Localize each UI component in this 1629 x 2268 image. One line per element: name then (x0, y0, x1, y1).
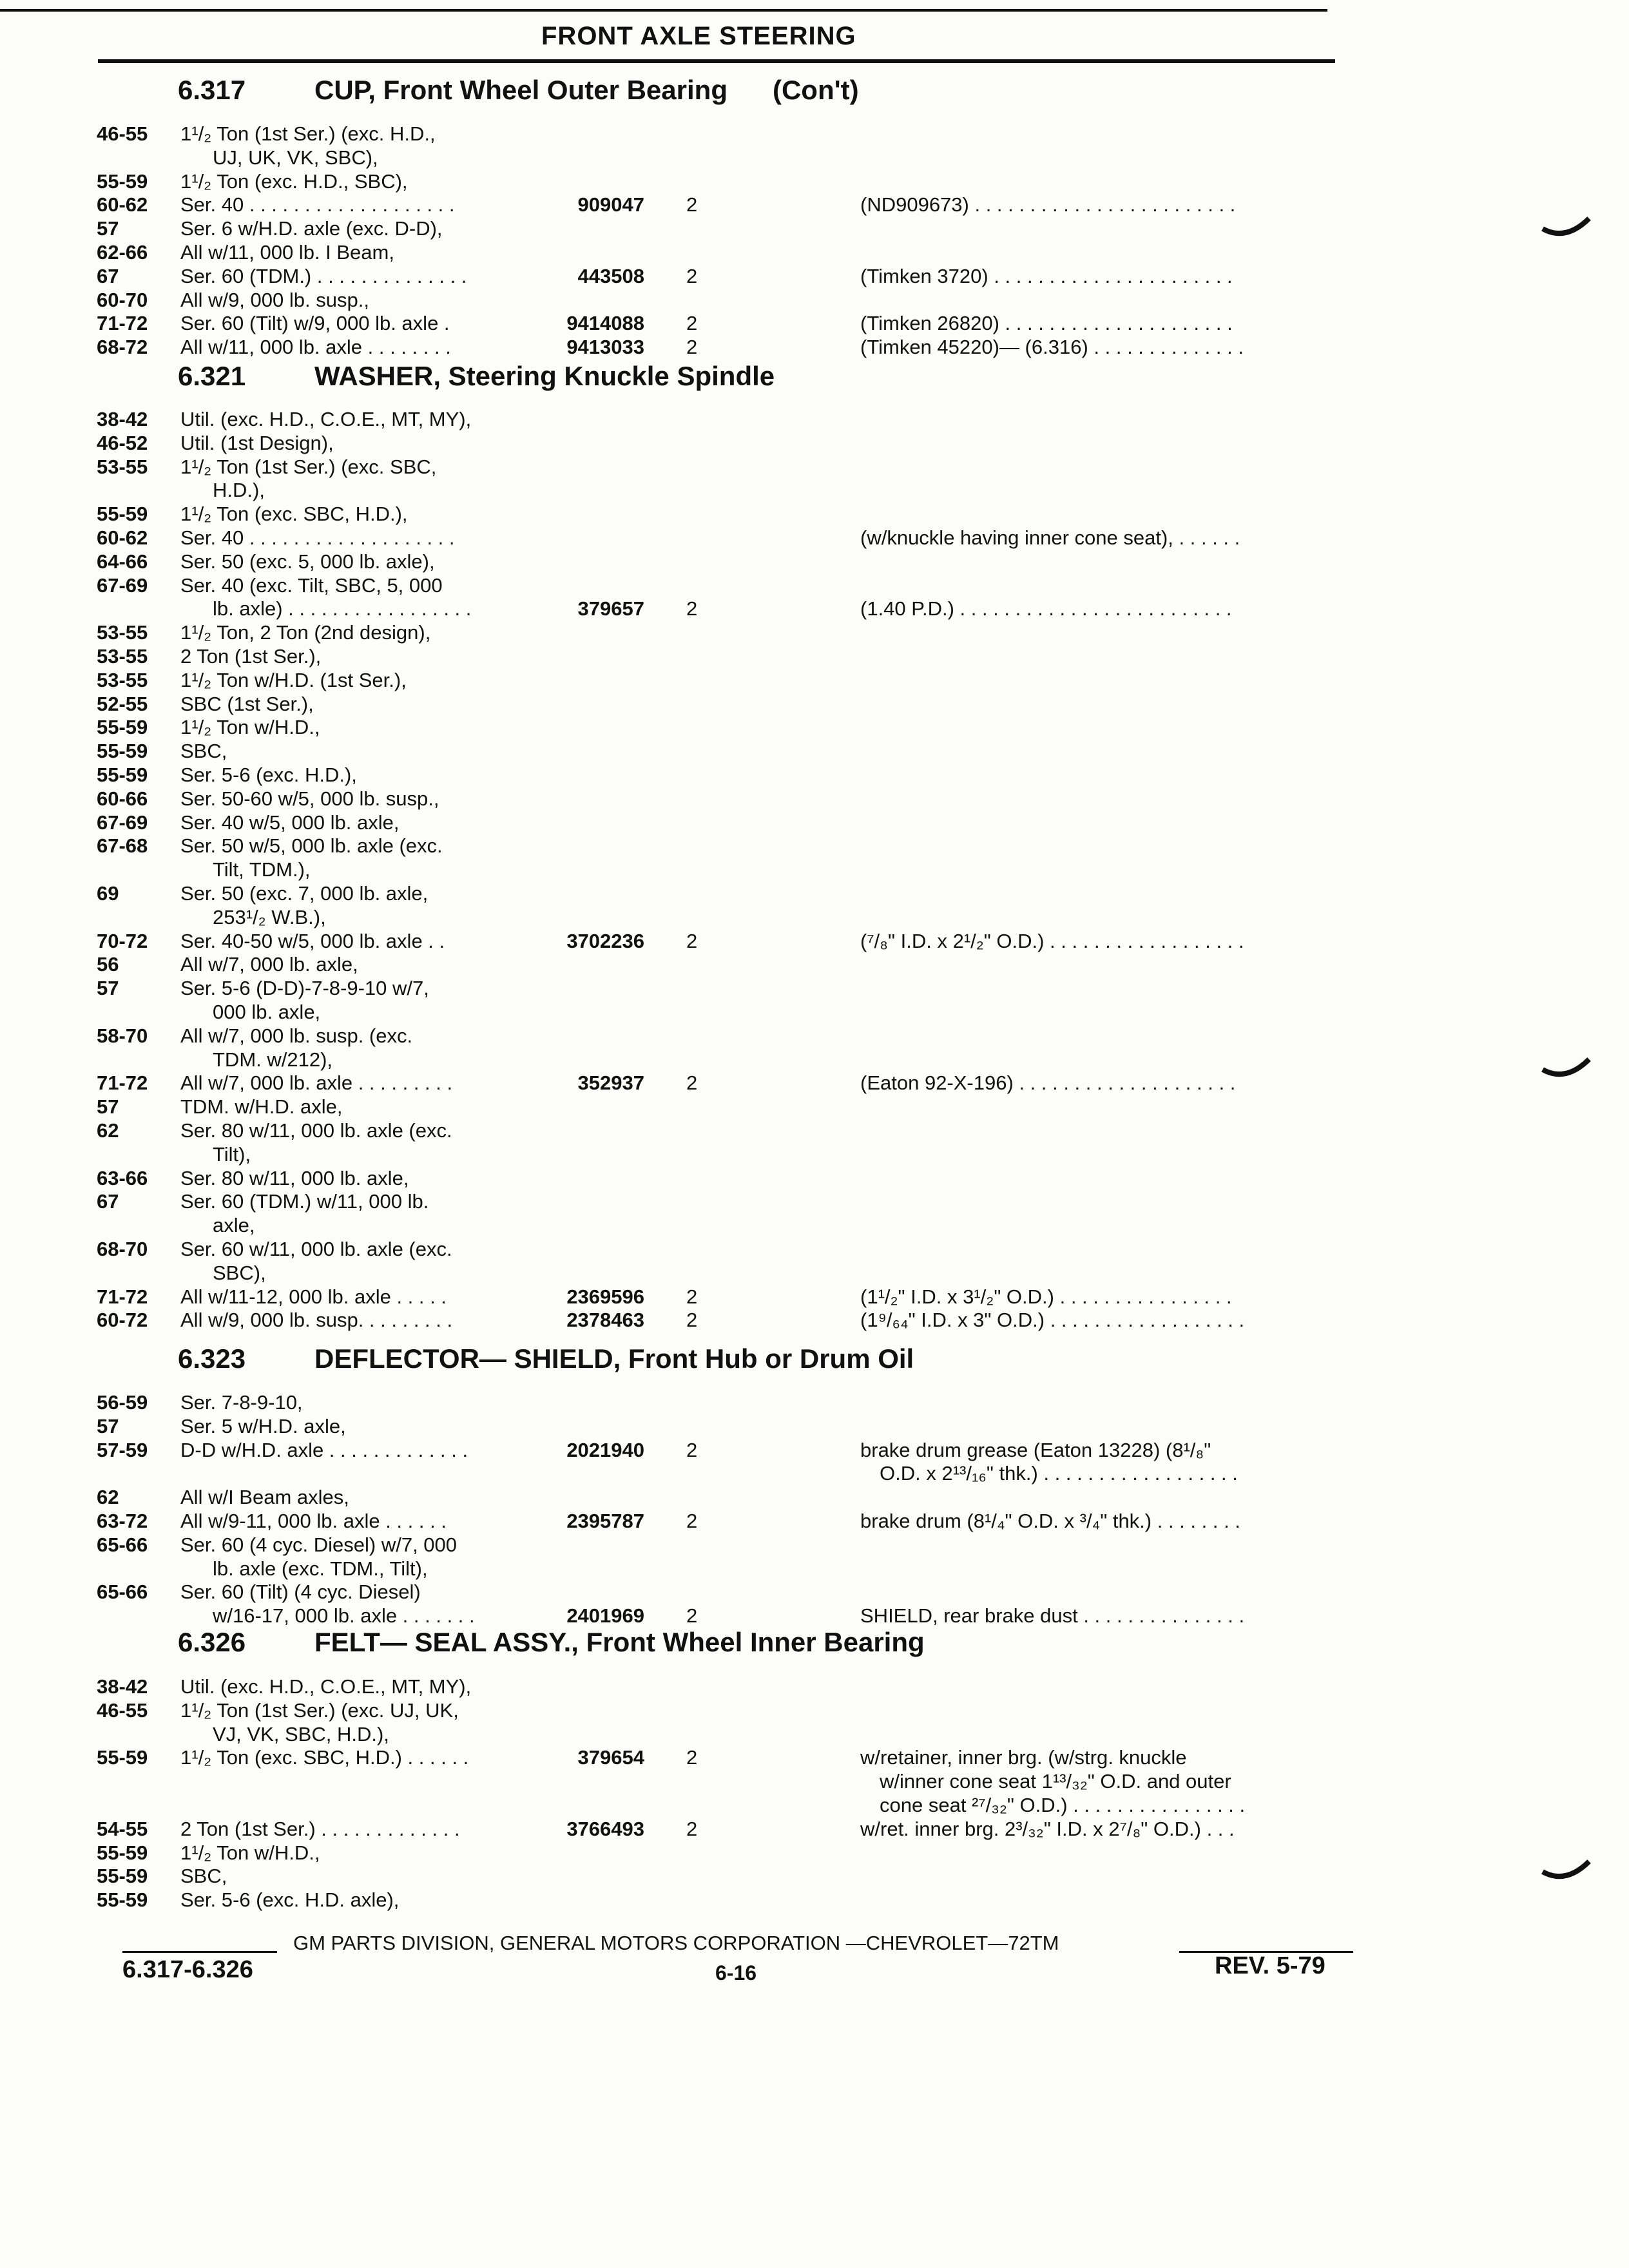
model-years: 57 (97, 1415, 119, 1437)
model-years: 58-70 (97, 1024, 148, 1047)
application: All w/11, 000 lb. I Beam, (180, 241, 394, 264)
model-years: 57 (97, 1095, 119, 1118)
quantity: 2 (686, 930, 698, 952)
part-note: cone seat ²⁷/₃₂" O.D.) . . . . . . . . . . . . . . . . (880, 1794, 1246, 1816)
application: All w/9, 000 lb. susp. . . . . . . . . (180, 1309, 453, 1331)
model-years: 56 (97, 953, 119, 975)
part-number: 443508 (577, 265, 644, 287)
part-note: (w/knuckle having inner cone seat), . . . . . . (860, 526, 1240, 549)
model-years: 70-72 (97, 930, 148, 952)
model-years: 71-72 (97, 312, 148, 334)
part-note: (Timken 26820) . . . . . . . . . . . . . . . . . . . . . (860, 312, 1233, 334)
application: Ser. 5-6 (exc. H.D.), (180, 764, 357, 786)
model-years: 67 (97, 265, 119, 287)
application: Ser. 50-60 w/5, 000 lb. susp., (180, 787, 439, 810)
quantity: 2 (686, 597, 698, 620)
application: SBC), (213, 1262, 266, 1284)
section-heading (178, 1627, 925, 1658)
model-years: 63-66 (97, 1167, 148, 1189)
part-note: (Eaton 92-X-196) . . . . . . . . . . . . . . . . . . . . (860, 1072, 1236, 1094)
application: axle, (213, 1214, 255, 1236)
application: Tilt, TDM.), (213, 858, 311, 881)
application: 2 Ton (1st Ser.), (180, 645, 322, 668)
application: 1¹/₂ Ton (1st Ser.) (exc. SBC, (180, 456, 437, 478)
section-title: DEFLECTOR— SHIELD, Front Hub or Drum Oil (314, 1343, 914, 1374)
section-title: FELT— SEAL ASSY., Front Wheel Inner Bearing (314, 1627, 925, 1657)
application: Util. (1st Design), (180, 432, 334, 454)
application: All w/9-11, 000 lb. axle . . . . . . (180, 1510, 447, 1532)
footer-publisher: GM PARTS DIVISION, GENERAL MOTORS CORPORATION —CHEVROLET—72TM (293, 1932, 1059, 1954)
section-heading (178, 1343, 914, 1374)
application: 1¹/₂ Ton w/H.D. (1st Ser.), (180, 669, 407, 691)
model-years: 55-59 (97, 740, 148, 762)
quantity: 2 (686, 193, 698, 216)
application: All w/I Beam axles, (180, 1486, 349, 1508)
application: Ser. 60 (TDM.) w/11, 000 lb. (180, 1190, 429, 1213)
model-years: 60-62 (97, 526, 148, 549)
section-number: 6.326 (178, 1627, 246, 1657)
model-years: 55-59 (97, 1746, 148, 1769)
application: All w/7, 000 lb. axle . . . . . . . . . (180, 1072, 453, 1094)
application: Ser. 5 w/H.D. axle, (180, 1415, 346, 1437)
part-note: (Timken 3720) . . . . . . . . . . . . . . . . . . . . . . (860, 265, 1233, 287)
footer-page-number: 6-16 (715, 1961, 757, 1984)
section-heading (178, 75, 859, 106)
part-number: 909047 (577, 193, 644, 216)
quantity: 2 (686, 1285, 698, 1308)
application: lb. axle) . . . . . . . . . . . . . . . . . (213, 597, 472, 620)
application: Ser. 60 (Tilt) w/9, 000 lb. axle . (180, 312, 450, 334)
application: D-D w/H.D. axle . . . . . . . . . . . . . (180, 1439, 468, 1461)
part-number: 3766493 (566, 1818, 644, 1840)
application: Ser. 60 (4 cyc. Diesel) w/7, 000 (180, 1533, 458, 1556)
quantity: 2 (686, 1746, 698, 1769)
quantity: 2 (686, 1439, 698, 1461)
model-years: 71-72 (97, 1072, 148, 1094)
part-note: SHIELD, rear brake dust . . . . . . . . . . . . . . . (860, 1604, 1245, 1627)
application: Ser. 50 (exc. 7, 000 lb. axle, (180, 882, 429, 905)
model-years: 53-55 (97, 645, 148, 668)
section-number: 6.321 (178, 361, 246, 391)
application: H.D.), (213, 479, 265, 501)
part-note: w/inner cone seat 1¹³/₃₂" O.D. and outer (880, 1770, 1231, 1792)
model-years: 60-66 (97, 787, 148, 810)
application: SBC (1st Ser.), (180, 693, 314, 715)
application: 1¹/₂ Ton (exc. SBC, H.D.) . . . . . . (180, 1746, 469, 1769)
model-years: 69 (97, 882, 119, 905)
part-note: (1.40 P.D.) . . . . . . . . . . . . . . . . . . . . . . . . . (860, 597, 1232, 620)
model-years: 62 (97, 1119, 119, 1142)
application: 1¹/₂ Ton w/H.D., (180, 716, 320, 738)
top-border-line (0, 9, 1327, 12)
section-heading (178, 361, 775, 392)
section-title: CUP, Front Wheel Outer Bearing (314, 75, 728, 105)
footer-revision: REV. 5-79 (1215, 1952, 1325, 1979)
model-years: 53-55 (97, 669, 148, 691)
page-header: FRONT AXLE STEERING (541, 22, 856, 50)
model-years: 60-70 (97, 289, 148, 311)
binder-hole-mark (1540, 1859, 1592, 1885)
part-note: (1⁹/₆₄" I.D. x 3" O.D.) . . . . . . . . . . . . . . . . . . (860, 1309, 1245, 1331)
section-number: 6.323 (178, 1343, 246, 1374)
model-years: 53-55 (97, 621, 148, 644)
part-note: w/ret. inner brg. 2³/₃₂" I.D. x 2⁷/₈" O.D.) . . . (860, 1818, 1235, 1840)
section-title: WASHER, Steering Knuckle Spindle (314, 361, 775, 391)
application: w/16-17, 000 lb. axle . . . . . . . (213, 1604, 475, 1627)
application: Ser. 60 w/11, 000 lb. axle (exc. (180, 1238, 452, 1260)
part-note: (⁷/₈" I.D. x 2¹/₂" O.D.) . . . . . . . . . . . . . . . . . . (860, 930, 1244, 952)
model-years: 55-59 (97, 716, 148, 738)
model-years: 57 (97, 217, 119, 240)
quantity: 2 (686, 1604, 698, 1627)
application: 1¹/₂ Ton w/H.D., (180, 1841, 320, 1864)
model-years: 46-55 (97, 1699, 148, 1722)
part-number: 9413033 (566, 336, 644, 358)
part-number: 2395787 (566, 1510, 644, 1532)
application: Ser. 5-6 (exc. H.D. axle), (180, 1888, 400, 1911)
model-years: 62 (97, 1486, 119, 1508)
application: All w/11, 000 lb. axle . . . . . . . . (180, 336, 451, 358)
quantity: 2 (686, 336, 698, 358)
binder-hole-mark (1540, 1057, 1592, 1082)
application: Ser. 6 w/H.D. axle (exc. D-D), (180, 217, 443, 240)
part-note: brake drum (8¹/₄" O.D. x ³/₄" thk.) . . . . . . . . (860, 1510, 1240, 1532)
application: Ser. 7-8-9-10, (180, 1391, 303, 1414)
application: UJ, UK, VK, SBC), (213, 146, 378, 169)
application: Tilt), (213, 1143, 251, 1166)
application: 1¹/₂ Ton, 2 Ton (2nd design), (180, 621, 431, 644)
model-years: 38-42 (97, 408, 148, 430)
quantity: 2 (686, 1309, 698, 1331)
part-note: brake drum grease (Eaton 13228) (8¹/₈" (860, 1439, 1211, 1461)
application: Ser. 40 . . . . . . . . . . . . . . . . . . . (180, 193, 455, 216)
application: Ser. 60 (TDM.) . . . . . . . . . . . . . . (180, 265, 467, 287)
part-number: 2021940 (566, 1439, 644, 1461)
model-years: 60-72 (97, 1309, 148, 1331)
application: lb. axle (exc. TDM., Tilt), (213, 1557, 428, 1580)
model-years: 55-59 (97, 764, 148, 786)
quantity: 2 (686, 312, 698, 334)
section-number: 6.317 (178, 75, 246, 105)
footer-rule-left (122, 1951, 277, 1953)
model-years: 68-72 (97, 336, 148, 358)
model-years: 57-59 (97, 1439, 148, 1461)
model-years: 55-59 (97, 170, 148, 193)
application: Ser. 5-6 (D-D)-7-8-9-10 w/7, (180, 977, 429, 999)
application: Ser. 60 (Tilt) (4 cyc. Diesel) (180, 1581, 421, 1603)
application: Ser. 80 w/11, 000 lb. axle (exc. (180, 1119, 452, 1142)
application: 000 lb. axle, (213, 1001, 321, 1023)
quantity: 2 (686, 1072, 698, 1094)
model-years: 56-59 (97, 1391, 148, 1414)
application: 1¹/₂ Ton (exc. H.D., SBC), (180, 170, 408, 193)
quantity: 2 (686, 265, 698, 287)
application: 2 Ton (1st Ser.) . . . . . . . . . . . . . (180, 1818, 460, 1840)
quantity: 2 (686, 1510, 698, 1532)
application: Ser. 50 (exc. 5, 000 lb. axle), (180, 550, 435, 573)
quantity: 2 (686, 1818, 698, 1840)
application: Util. (exc. H.D., C.O.E., MT, MY), (180, 408, 472, 430)
part-note: (ND909673) . . . . . . . . . . . . . . . . . . . . . . . . (860, 193, 1236, 216)
application: Ser. 80 w/11, 000 lb. axle, (180, 1167, 409, 1189)
application: TDM. w/H.D. axle, (180, 1095, 343, 1118)
part-number: 3702236 (566, 930, 644, 952)
part-note: (1¹/₂" I.D. x 3¹/₂" O.D.) . . . . . . . . . . . . . . . . (860, 1285, 1232, 1308)
application: SBC, (180, 1865, 227, 1887)
model-years: 68-70 (97, 1238, 148, 1260)
model-years: 71-72 (97, 1285, 148, 1308)
application: 1¹/₂ Ton (exc. SBC, H.D.), (180, 503, 408, 525)
application: 1¹/₂ Ton (1st Ser.) (exc. H.D., (180, 122, 436, 145)
application: Ser. 40-50 w/5, 000 lb. axle . . (180, 930, 445, 952)
part-number: 379657 (577, 597, 644, 620)
application: TDM. w/212), (213, 1048, 333, 1071)
model-years: 64-66 (97, 550, 148, 573)
model-years: 53-55 (97, 456, 148, 478)
model-years: 55-59 (97, 1888, 148, 1911)
model-years: 55-59 (97, 503, 148, 525)
model-years: 46-52 (97, 432, 148, 454)
part-number: 379654 (577, 1746, 644, 1769)
application: All w/9, 000 lb. susp., (180, 289, 369, 311)
application: 253¹/₂ W.B.), (213, 906, 326, 928)
part-number: 2401969 (566, 1604, 644, 1627)
part-note: (Timken 45220)— (6.316) . . . . . . . . . . . . . . (860, 336, 1244, 358)
application: Util. (exc. H.D., C.O.E., MT, MY), (180, 1675, 472, 1698)
application: Ser. 40 (exc. Tilt, SBC, 5, 000 (180, 574, 443, 597)
model-years: 63-72 (97, 1510, 148, 1532)
section-continued-label: (Con't) (772, 75, 859, 105)
application: 1¹/₂ Ton (1st Ser.) (exc. UJ, UK, (180, 1699, 459, 1722)
model-years: 60-62 (97, 193, 148, 216)
application: All w/7, 000 lb. axle, (180, 953, 358, 975)
model-years: 55-59 (97, 1865, 148, 1887)
application: Ser. 40 w/5, 000 lb. axle, (180, 811, 400, 834)
part-note: O.D. x 2¹³/₁₆" thk.) . . . . . . . . . . . . . . . . . . (880, 1462, 1238, 1485)
header-rule (98, 59, 1335, 63)
model-years: 67-69 (97, 574, 148, 597)
application: Ser. 50 w/5, 000 lb. axle (exc. (180, 834, 443, 857)
application: VJ, VK, SBC, H.D.), (213, 1723, 389, 1745)
model-years: 57 (97, 977, 119, 999)
application: Ser. 40 . . . . . . . . . . . . . . . . . . . (180, 526, 455, 549)
model-years: 67-68 (97, 834, 148, 857)
part-note: w/retainer, inner brg. (w/strg. knuckle (860, 1746, 1187, 1769)
part-number: 9414088 (566, 312, 644, 334)
model-years: 67-69 (97, 811, 148, 834)
model-years: 65-66 (97, 1581, 148, 1603)
footer-section-range: 6.317-6.326 (122, 1956, 253, 1983)
part-number: 2369596 (566, 1285, 644, 1308)
model-years: 38-42 (97, 1675, 148, 1698)
application: All w/7, 000 lb. susp. (exc. (180, 1024, 413, 1047)
application: SBC, (180, 740, 227, 762)
binder-hole-mark (1540, 216, 1592, 242)
model-years: 55-59 (97, 1841, 148, 1864)
model-years: 62-66 (97, 241, 148, 264)
model-years: 67 (97, 1190, 119, 1213)
model-years: 65-66 (97, 1533, 148, 1556)
model-years: 46-55 (97, 122, 148, 145)
model-years: 54-55 (97, 1818, 148, 1840)
part-number: 2378463 (566, 1309, 644, 1331)
part-number: 352937 (577, 1072, 644, 1094)
application: All w/11-12, 000 lb. axle . . . . . (180, 1285, 447, 1308)
model-years: 52-55 (97, 693, 148, 715)
